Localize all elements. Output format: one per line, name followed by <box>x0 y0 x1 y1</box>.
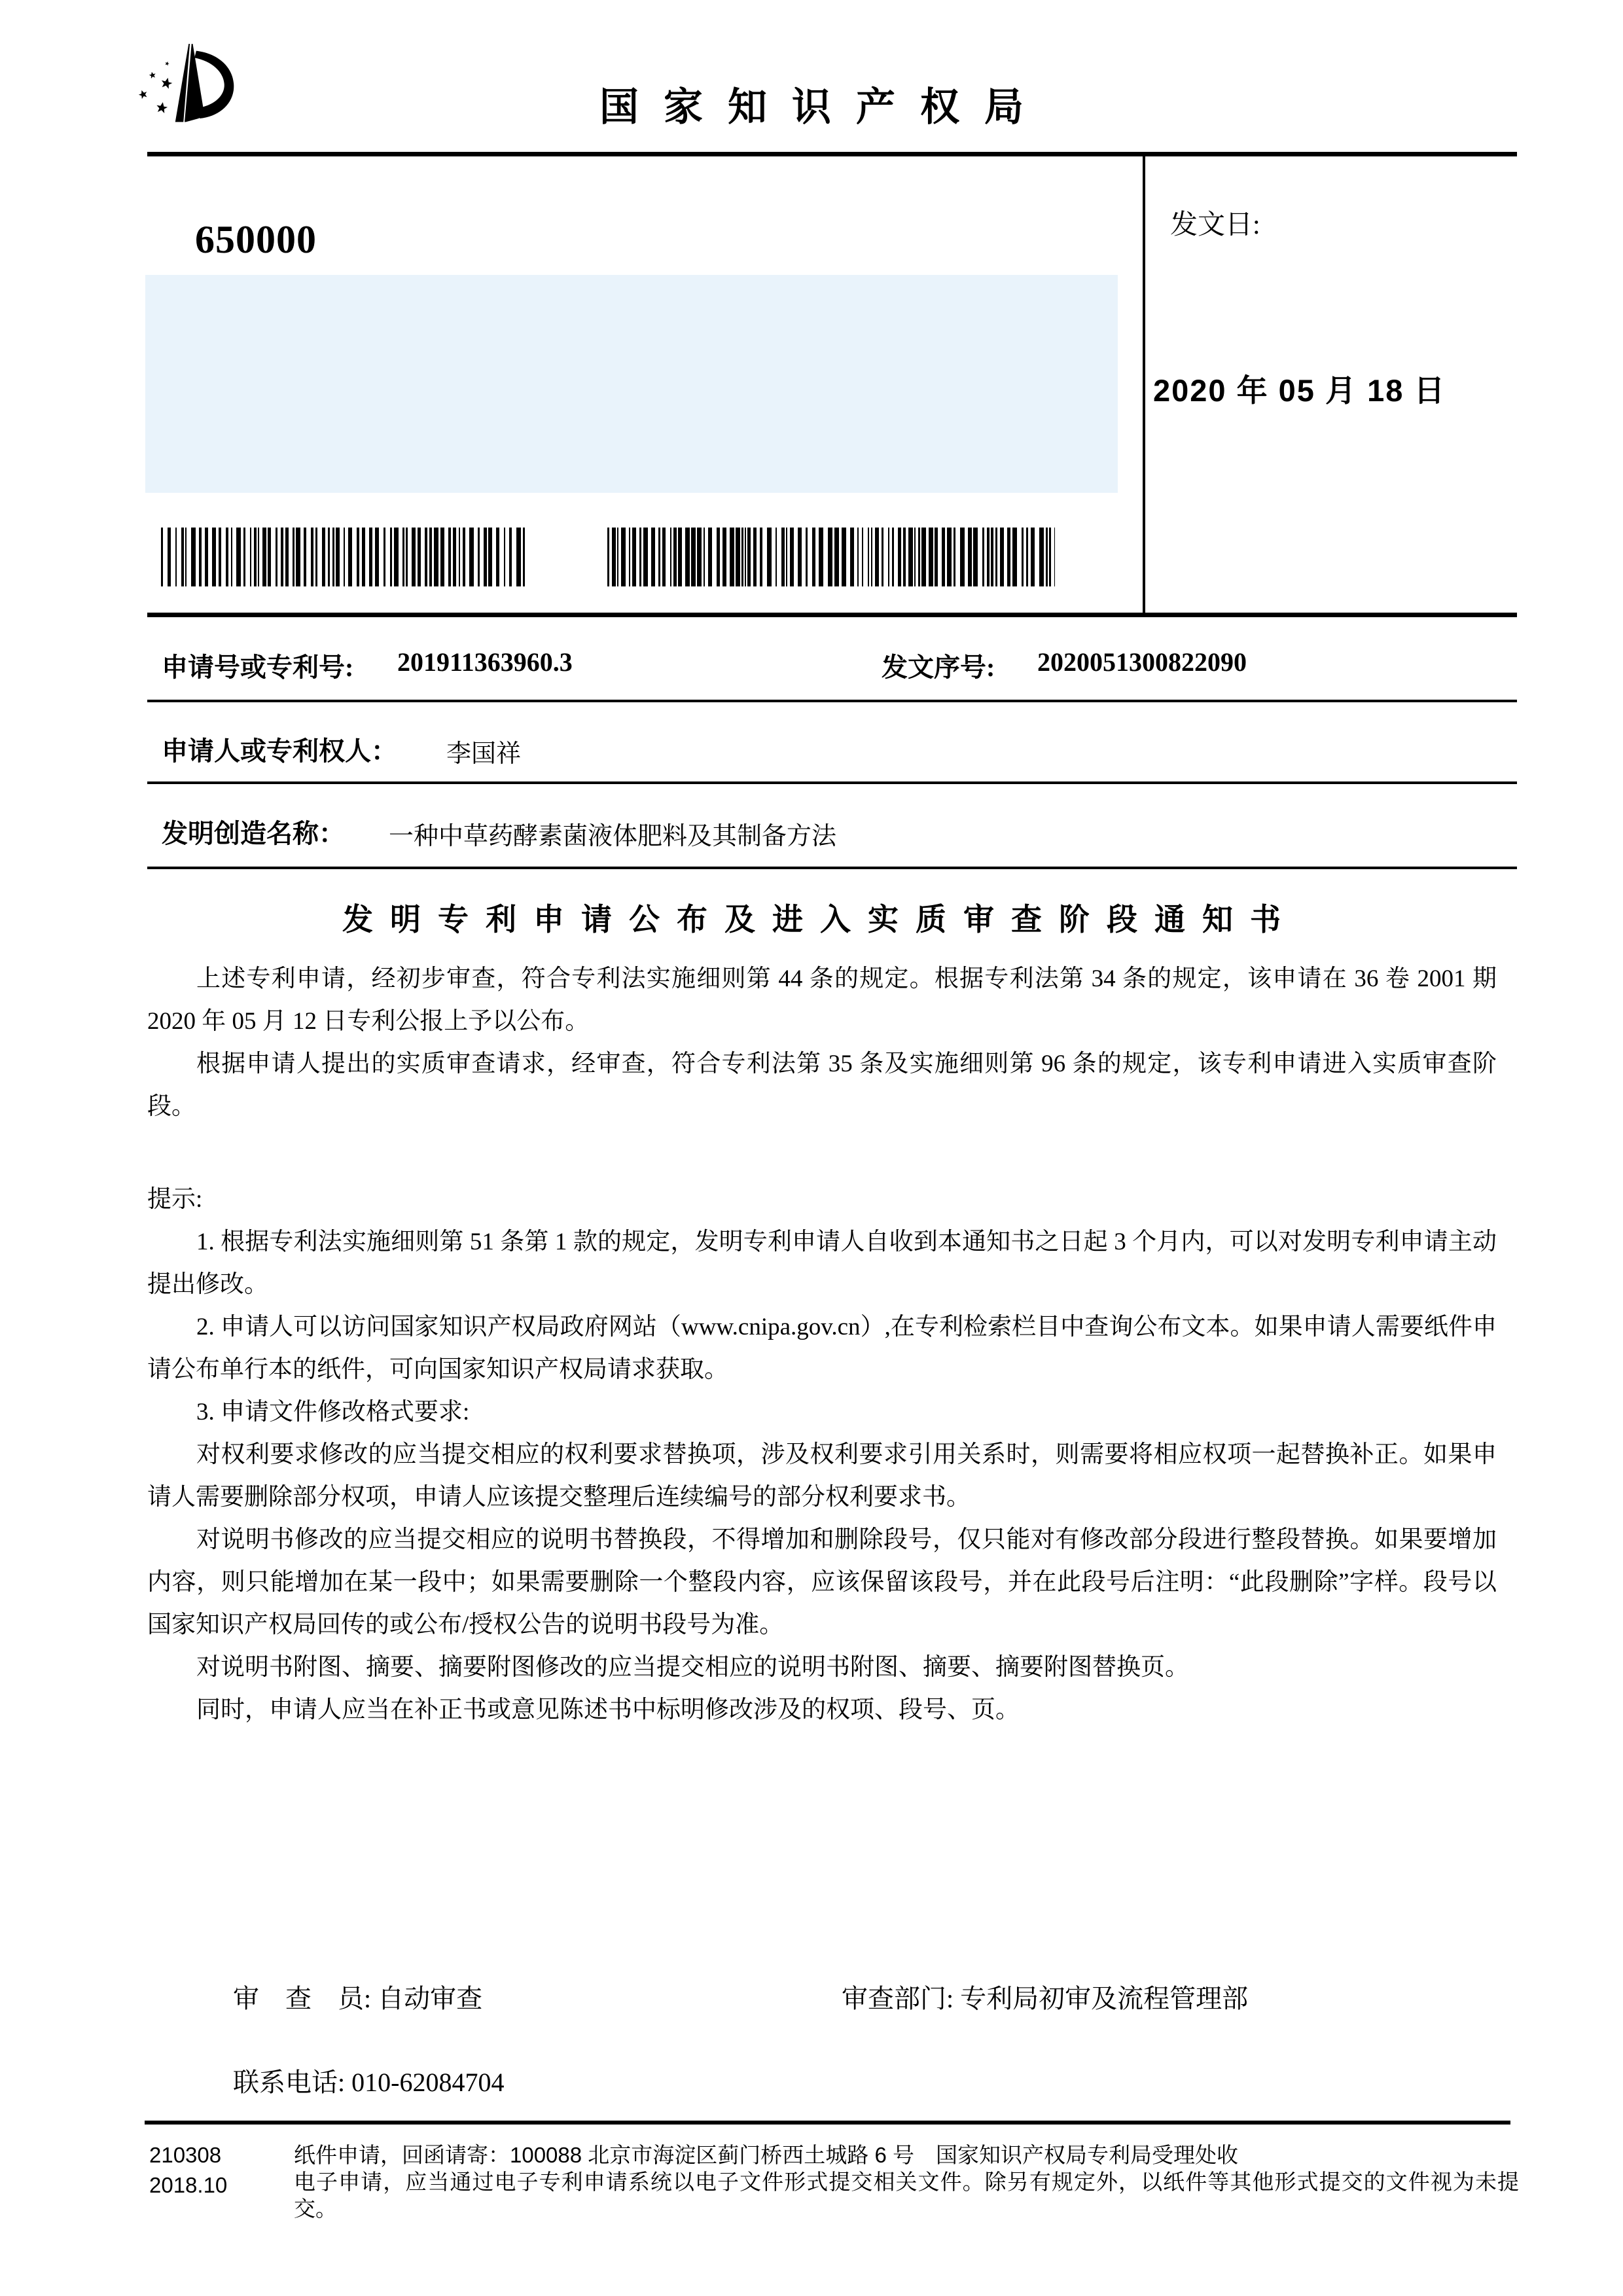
issue-date-label: 发文日: <box>1170 210 1260 240</box>
dispatch-number-label: 发文序号: <box>882 653 995 682</box>
address-highlight-box <box>145 275 1118 493</box>
barcode <box>607 528 1055 586</box>
footer-notes <box>294 2142 1519 2222</box>
barcode <box>161 528 529 586</box>
invention-name-label: 发明创造名称： <box>162 819 345 848</box>
issue-date: 2020 年 05 月 18 日 <box>1153 373 1446 408</box>
tips-heading: 提示: <box>147 1186 203 1213</box>
row-divider <box>147 781 1517 784</box>
header-divider-vertical <box>1143 156 1145 615</box>
postal-code: 650000 <box>195 218 317 261</box>
tips-section <box>147 1178 1497 1731</box>
department-label: 审查部门: <box>842 1984 954 2013</box>
footer-form-date: 2018.10 <box>149 2173 228 2197</box>
footer-codes <box>149 2142 227 2202</box>
notice-body <box>147 958 1497 1128</box>
examiner-label: 审 查 员: <box>233 1984 372 2013</box>
department-row <box>842 1978 1248 2015</box>
invention-name-value: 一种中草药酵素菌液体肥料及其制备方法 <box>389 823 837 850</box>
phone-label: 联系电话: <box>233 2068 346 2097</box>
tip-item: 2. 申请人可以访问国家知识产权局政府网站（www.cnipa.gov.cn）,在专利检索栏目中查询公布文本。如果申请人需要纸件申请公布单行本的纸件，可向国家知识产权局请求获取。 <box>147 1314 1497 1383</box>
footer-note: 纸件申请，回函请寄：100088 北京市海淀区蓟门桥西土城路 6 号 国家知识产权局专利局受理处收 <box>294 2143 1238 2167</box>
dispatch-number-value: 2020051300822090 <box>1037 647 1247 677</box>
notice-paragraph: 根据申请人提出的实质审查请求，经审查，符合专利法第 35 条及实施细则第 96 条的规定，该专利申请进入实质审查阶段。 <box>147 1050 1497 1120</box>
tip-item: 对说明书修改的应当提交相应的说明书替换段，不得增加和删除段号，仅只能对有修改部分段进行整段替换。如果要增加内容，则只能增加在某一段中；如果需要删除一个整段内容，应该保留该段号，并在此段号后注明：“此段删除”字样。段号以国家知识产权局回传的或公布/授权公告的说明书段号为准。 <box>147 1526 1497 1638</box>
row-divider <box>147 700 1517 702</box>
examiner-row <box>233 1978 482 2015</box>
phone-row <box>233 2062 504 2099</box>
footer-rule <box>145 2121 1510 2125</box>
notice-title: 发明专利申请公布及进入实质审查阶段通知书 <box>342 902 1298 937</box>
phone-value: 010-62084704 <box>351 2068 505 2097</box>
application-number-value: 201911363960.3 <box>397 647 573 677</box>
row-divider <box>147 867 1517 869</box>
department-value: 专利局初审及流程管理部 <box>960 1984 1249 2013</box>
tip-item: 1. 根据专利法实施细则第 51 条第 1 款的规定，发明专利申请人自收到本通知书之日起 3 个月内，可以对发明专利申请主动提出修改。 <box>147 1229 1497 1298</box>
header-rule <box>147 152 1517 156</box>
application-number-label: 申请号或专利号: <box>162 653 354 682</box>
tip-item: 3. 申请文件修改格式要求: <box>196 1399 470 1426</box>
applicant-label: 申请人或专利权人： <box>162 736 397 766</box>
notice-paragraph: 上述专利申请，经初步审查，符合专利法实施细则第 44 条的规定。根据专利法第 34 条的规定，该申请在 36 卷 2001 期 2020 年 05 月 12 日专利公报上予以公布。 <box>147 965 1497 1035</box>
tip-item: 同时，申请人应当在补正书或意见陈述书中标明修改涉及的权项、段号、页。 <box>196 1696 1020 1723</box>
tip-item: 对说明书附图、摘要、摘要附图修改的应当提交相应的说明书附图、摘要、摘要附图替换页。 <box>196 1654 1189 1681</box>
barcode-rule <box>147 613 1517 617</box>
applicant-value: 李国祥 <box>446 740 522 768</box>
tip-item: 对权利要求修改的应当提交相应的权利要求替换项，涉及权利要求引用关系时，则需要将相应权项一起替换补正。如果申请人需要删除部分权项，申请人应该提交整理后连续编号的部分权利要求书。 <box>147 1441 1497 1511</box>
agency-title: 国家知识产权局 <box>599 85 1048 129</box>
examiner-value: 自动审查 <box>378 1984 483 2013</box>
footer-form-code: 210308 <box>149 2143 222 2167</box>
footer-note: 电子申请，应当通过电子专利申请系统以电子文件形式提交相关文件。除另有规定外，以纸件等其他形式提交的文件视为未提交。 <box>294 2170 1519 2221</box>
